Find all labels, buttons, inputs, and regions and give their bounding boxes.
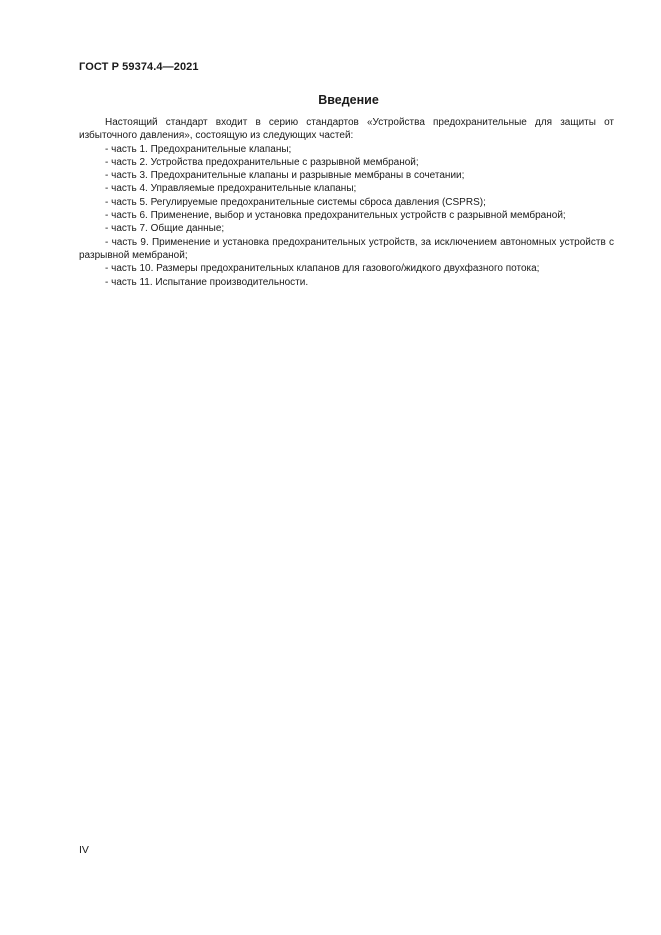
list-item: - часть 6. Применение, выбор и установка предохранительных устройств с разрывной мембраной; [105, 210, 566, 222]
list-item: - часть 9. Применение и установка предохранительных устройств, за исключением автономных устройств с разрывной мембраной; [79, 236, 614, 261]
list-item: - часть 4. Управляемые предохранительные клапаны; [105, 183, 357, 195]
section-title: Введение [318, 93, 379, 107]
parts-list [79, 143, 614, 289]
list-item: - часть 11. Испытание производительности. [105, 276, 309, 288]
section-body [79, 116, 614, 289]
document-id: ГОСТ Р 59374.4—2021 [79, 61, 199, 73]
list-item: - часть 5. Регулируемые предохранительные системы сброса давления (CSPRS); [105, 196, 486, 208]
list-item: - часть 7. Общие данные; [105, 223, 225, 235]
list-item: - часть 10. Размеры предохранительных клапанов для газового/жидкого двухфазного потока; [105, 263, 540, 275]
list-item: - часть 1. Предохранительные клапаны; [105, 143, 292, 155]
page-number: IV [79, 844, 89, 856]
list-item: - часть 3. Предохранительные клапаны и разрывные мембраны в сочетании; [105, 170, 465, 182]
intro-paragraph: Настоящий стандарт входит в серию стандартов «Устройства предохранительные для защиты от избыточного давления», состоящую из следующих частей: [79, 117, 614, 142]
list-item: - часть 2. Устройства предохранительные с разрывной мембраной; [105, 156, 419, 168]
